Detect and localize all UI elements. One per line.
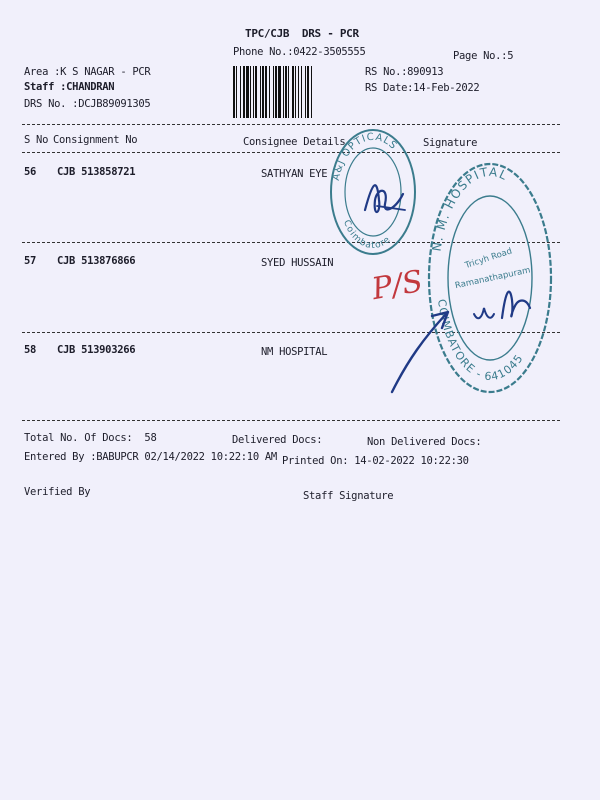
table-row-consignment: CJB 513876866 xyxy=(57,255,136,267)
printed-on: Printed On: 14-02-2022 10:22:30 xyxy=(282,455,469,467)
hospital-stamp-line2: Ramanathapuram xyxy=(454,265,532,292)
hospital-stamp-name: N. M. HOSPITAL xyxy=(429,164,511,253)
document-title: TPC/CJB DRS - PCR xyxy=(245,27,359,40)
staff-field: Staff :CHANDRAN xyxy=(24,81,115,93)
phone-number: Phone No.:0422-3505555 xyxy=(233,46,366,58)
hospital-stamp-city: COIMBATORE - 641045 xyxy=(435,298,527,384)
rs-number: RS No.:890913 xyxy=(365,66,444,78)
barcode xyxy=(233,66,357,118)
verified-by-label: Verified By xyxy=(24,486,91,498)
handwritten-pis: P/S xyxy=(369,263,426,308)
table-row-consignee: NM HOSPITAL xyxy=(261,346,328,358)
table-row-consignee: SATHYAN EYE xyxy=(261,168,328,180)
svg-text:N. M. HOSPITAL xyxy=(430,165,511,253)
page-number: Page No.:5 xyxy=(453,50,514,62)
non-delivered-docs: Non Delivered Docs: xyxy=(367,436,482,448)
table-row-sno: 56 xyxy=(24,166,37,178)
table-row-sno: 57 xyxy=(24,255,37,267)
staff-signature-label: Staff Signature xyxy=(303,490,394,502)
optical-stamp-city: Coimbatore xyxy=(340,218,394,252)
header-divider xyxy=(22,124,560,125)
table-row-sno: 58 xyxy=(24,344,37,356)
column-divider xyxy=(22,152,560,153)
table-bottom-divider xyxy=(22,420,560,421)
column-consignee: Consignee Details xyxy=(243,136,346,148)
total-docs: Total No. Of Docs: 58 xyxy=(24,432,157,444)
optical-stamp-name: A&J OPTICALS xyxy=(330,131,400,182)
table-row-consignment: CJB 513858721 xyxy=(57,166,136,178)
column-consignment: Consignment No xyxy=(53,134,138,146)
table-row-consignment: CJB 513903266 xyxy=(57,344,136,356)
delivered-docs: Delivered Docs: xyxy=(232,434,323,446)
column-signature: Signature xyxy=(423,137,478,149)
signature-mark xyxy=(468,278,540,336)
entered-by: Entered By :BABUPCR 02/14/2022 10:22:10 AM xyxy=(24,451,277,463)
area-field: Area :K S NAGAR - PCR xyxy=(24,66,151,78)
column-sno: S No xyxy=(24,134,49,146)
table-row-consignee: SYED HUSSAIN xyxy=(261,257,334,269)
hospital-stamp-line1: Tricyh Road xyxy=(463,246,514,272)
arrow-mark xyxy=(382,300,462,400)
drs-number: DRS No. :DCJB89091305 xyxy=(24,98,151,110)
signature-mark xyxy=(355,170,415,230)
rs-date: RS Date:14-Feb-2022 xyxy=(365,82,480,94)
